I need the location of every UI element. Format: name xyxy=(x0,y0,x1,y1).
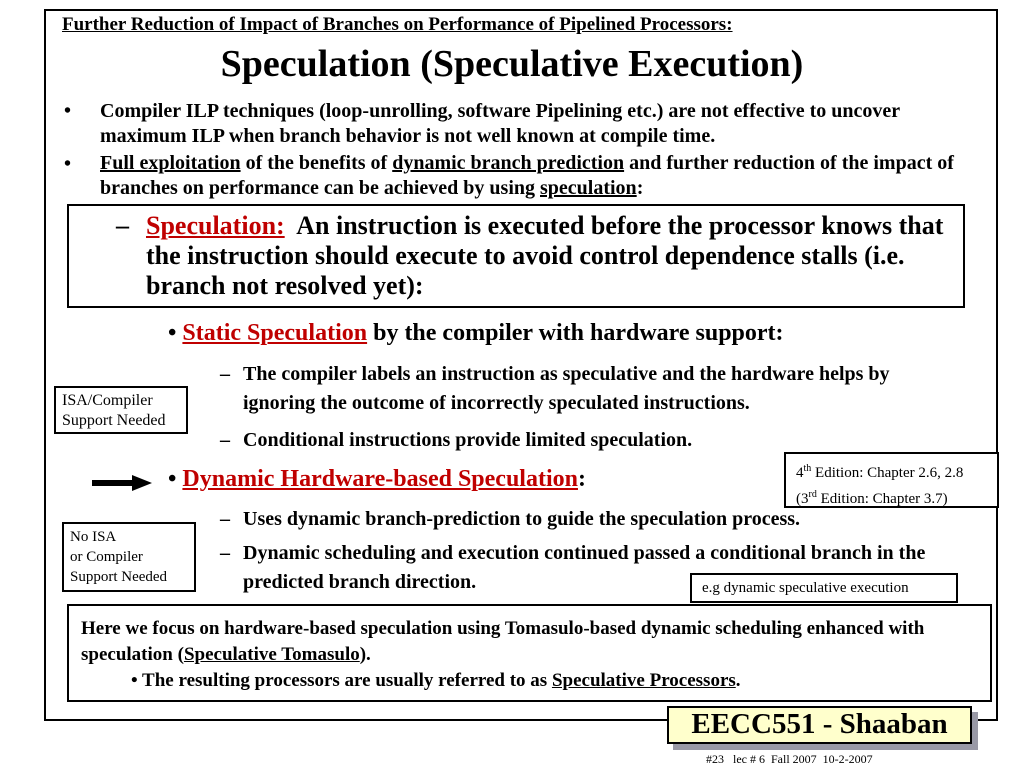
bullet-marker: • xyxy=(168,466,177,492)
speculative-tomasulo-text: Speculative Tomasulo xyxy=(183,644,360,665)
slide-footer: #23 lec # 6 Fall 2007 10-2-2007 xyxy=(706,752,873,766)
bullet-full-exploitation xyxy=(100,151,990,201)
no-isa-note-text: No ISA or Compiler Support Needed xyxy=(70,529,168,585)
dash-marker: – xyxy=(220,542,230,564)
dynamic-speculation-label: Dynamic Hardware-based Speculation xyxy=(182,466,578,492)
definition-text xyxy=(146,211,950,301)
summary-text: Here we focus on hardware-based speculation using Tomasulo-based dynamic scheduling enhanced with speculation (Speculative Tomasulo). xyxy=(81,618,925,665)
slide-header: Further Reduction of Impact of Branches on Performance of Pipelined Processors: xyxy=(62,14,733,35)
summary-bullet: • The resulting processors are usually referred to as Speculative Processors. xyxy=(131,670,741,691)
bullet2-text: and further reduction of the impact of branches on performance can be achieved by using xyxy=(100,152,954,199)
dynamic-item-1: Uses dynamic branch-prediction to guide the speculation process. xyxy=(243,508,801,530)
definition-dash: – xyxy=(116,211,129,240)
static-item-1: The compiler labels an instruction as speculative and the hardware helps by ignoring the outcome of incorrectly speculated instructions. xyxy=(243,363,890,414)
slide-title: Speculation (Speculative Execution) xyxy=(220,43,804,85)
speculation-text: speculation xyxy=(540,177,637,199)
no-isa-note xyxy=(62,522,196,592)
dash-marker: – xyxy=(220,429,230,451)
dynamic-branch-prediction-text: dynamic branch prediction xyxy=(392,152,625,174)
edition-note-text xyxy=(786,454,997,514)
dynamic-item-2: Dynamic scheduling and execution continued passed a conditional branch in the predicted branch direction. xyxy=(243,542,926,593)
isa-compiler-note xyxy=(54,386,188,434)
edition-line-2: (3rd Edition: Chapter 3.7) xyxy=(796,489,948,507)
dynamic-speculation-rest: : xyxy=(577,466,586,492)
bullet-compiler-ilp: Compiler ILP techniques (loop-unrolling, software Pipelining etc.) are not effective to uncover maximum ILP when branch behavior is not well known at compile time. xyxy=(100,100,900,147)
dash-marker: – xyxy=(220,363,230,385)
edition-line-1: 4th Edition: Chapter 2.6, 2.8 xyxy=(796,463,964,481)
dynamic-speculation-heading xyxy=(168,466,586,493)
example-note-text: e.g dynamic speculative execution xyxy=(702,580,909,596)
speculation-term: Speculation: xyxy=(146,211,285,240)
bullet-marker: • xyxy=(64,100,72,122)
summary-box xyxy=(67,604,992,702)
static-speculation-heading xyxy=(168,320,784,347)
edition-note xyxy=(784,452,999,508)
definition-body: An instruction is executed before the processor knows that the instruction should execute to avoid control dependence stalls (i.e. branch not resolved yet): xyxy=(146,211,950,300)
bullet-marker: • xyxy=(168,320,177,346)
dash-marker: – xyxy=(220,508,230,530)
arrow-right-icon xyxy=(92,475,152,491)
static-speculation-label: Static Speculation xyxy=(182,320,368,346)
full-exploitation-text: Full exploitation xyxy=(100,152,241,174)
course-brand: EECC551 - Shaaban xyxy=(667,706,972,744)
static-speculation-rest: by the compiler with hardware support: xyxy=(367,320,784,346)
isa-compiler-note-text: ISA/Compiler Support Needed xyxy=(62,392,166,429)
speculative-processors-text: Speculative Processors xyxy=(551,670,736,691)
bullet2-text: of the benefits of xyxy=(240,152,393,174)
example-note xyxy=(690,573,958,603)
bullet2-text: : xyxy=(636,177,644,199)
bullet-marker: • xyxy=(64,153,72,175)
static-item-2: Conditional instructions provide limited speculation. xyxy=(243,429,693,451)
